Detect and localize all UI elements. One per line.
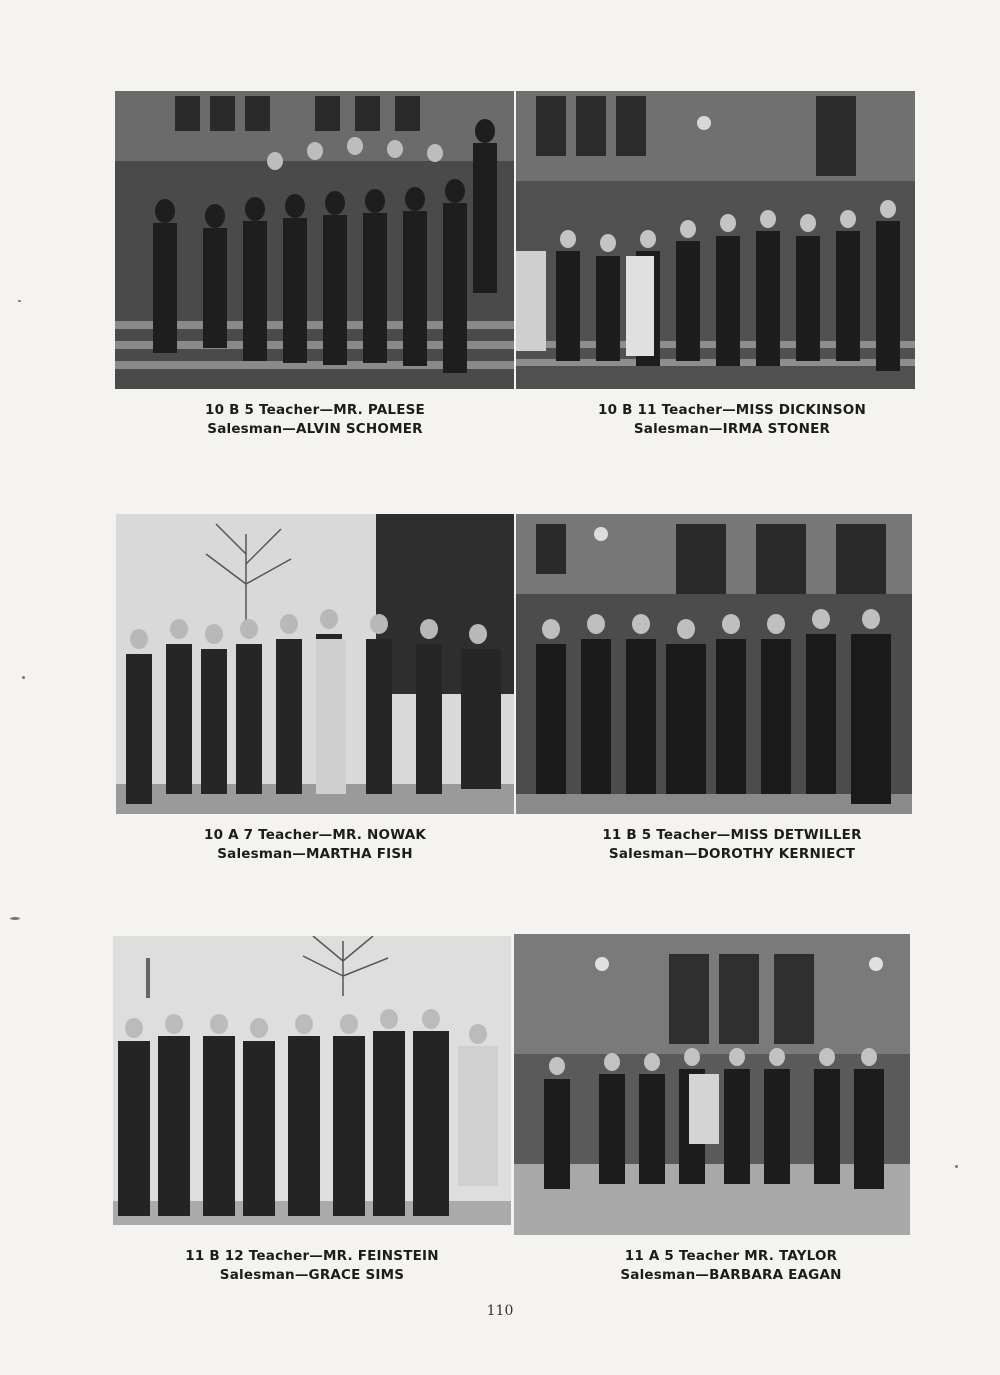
salesman-line: Salesman—BARBARA EAGAN — [620, 1267, 842, 1283]
salesman-line: Salesman—GRACE SIMS — [219, 1267, 405, 1283]
class-teacher-line: 11 B 5 Teacher—MISS DETWILLER — [602, 827, 862, 843]
photo-caption — [531, 1247, 931, 1285]
salesman-line: Salesman—MARTHA FISH — [217, 846, 413, 862]
salesman-line: Salesman—ALVIN SCHOMER — [207, 421, 423, 437]
photo-caption — [115, 401, 515, 439]
photo-caption — [112, 1247, 512, 1285]
class-teacher-line: 10 B 5 Teacher—MR. PALESE — [205, 402, 425, 418]
photo-caption — [532, 826, 932, 864]
class-teacher-line: 10 B 11 Teacher—MISS DICKINSON — [598, 402, 866, 418]
class-teacher-line: 11 B 12 Teacher—MR. FEINSTEIN — [185, 1248, 439, 1264]
class-teacher-line: 10 A 7 Teacher—MR. NOWAK — [203, 827, 426, 843]
page-number: 110 — [486, 1303, 514, 1319]
paper-speck — [22, 676, 25, 679]
class-photo-10b11 — [516, 91, 915, 389]
paper-speck — [955, 1165, 958, 1168]
class-photo-10b5 — [115, 91, 514, 389]
class-photo-10a7 — [116, 514, 514, 814]
class-photo-11b12 — [113, 936, 511, 1225]
photo-caption — [532, 401, 932, 439]
class-teacher-line: 11 A 5 Teacher MR. TAYLOR — [624, 1248, 838, 1264]
salesman-line: Salesman—DOROTHY KERNIECT — [608, 846, 856, 862]
paper-speck — [18, 300, 21, 302]
salesman-line: Salesman—IRMA STONER — [633, 421, 831, 437]
class-photo-11b5 — [516, 514, 912, 814]
photo-caption — [115, 826, 515, 864]
paper-speck — [10, 917, 20, 920]
class-photo-11a5 — [514, 934, 910, 1235]
